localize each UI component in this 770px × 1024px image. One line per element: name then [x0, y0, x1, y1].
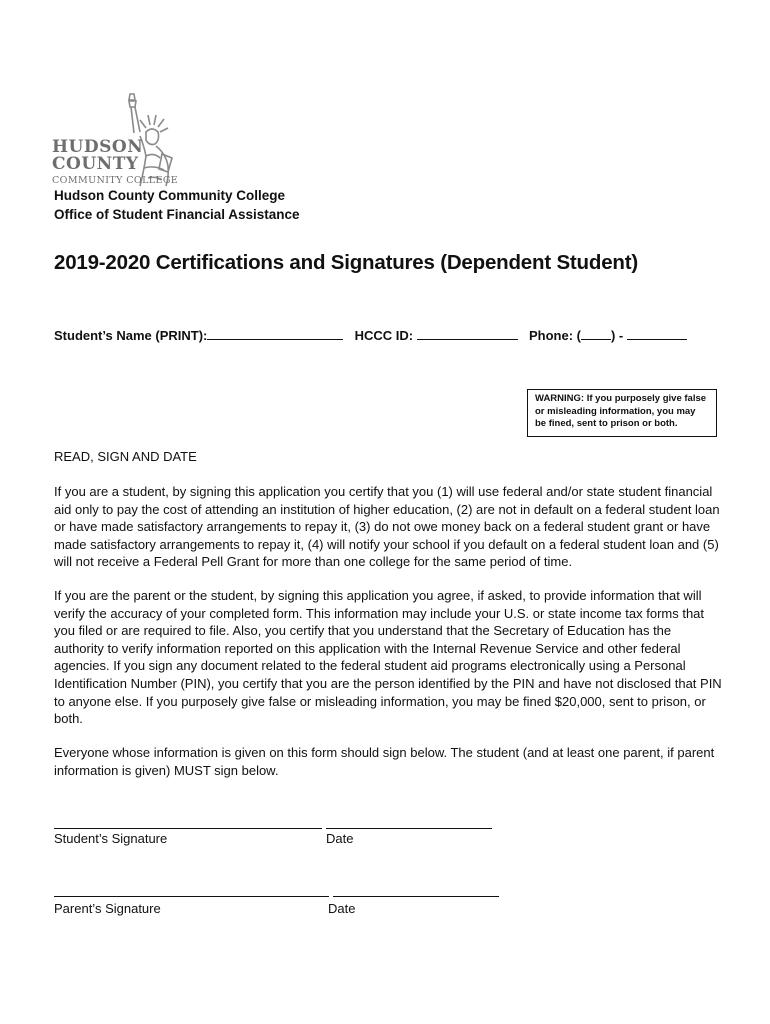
logo-text-hudson: HUDSON	[52, 137, 144, 157]
parent-date-line[interactable]	[333, 896, 499, 897]
warning-box: WARNING: If you purposely give false or misleading information, you may be fined, sent to prison or both.	[527, 389, 717, 437]
student-date-line[interactable]	[326, 828, 492, 829]
hccc-id-label: HCCC ID:	[354, 328, 414, 343]
phone-number-field[interactable]	[627, 327, 687, 340]
student-certification-paragraph: If you are a student, by signing this application you certify that you (1) will use federal and/or state student financial aid only to pay the cost of attending an institution of higher education, (2) are not in default on a federal student loan or have made satisfactory arrangements to repay it, (3) do not owe money back on a federal student grant or have made satisfactory arrangements to repay it, (4) will notify your school if you default on a federal student loan and (5) will not receive a Federal Pell Grant for more than one college for the same period of time.	[54, 484, 720, 570]
college-name: Hudson County Community College	[54, 188, 285, 203]
student-date-label: Date	[326, 831, 354, 846]
student-signature-label: Student’s Signature	[54, 831, 168, 846]
logo-text-county: COUNTY	[52, 154, 139, 174]
signature-requirement-paragraph: Everyone whose information is given on this form should sign below. The student (and at least one parent, if parent information is given) MUST sign below.	[54, 745, 715, 778]
phone-separator: ) -	[610, 328, 624, 343]
instructions-heading: READ, SIGN AND DATE	[54, 449, 197, 464]
phone-area-code-field[interactable]	[581, 327, 611, 340]
page-title: 2019-2020 Certifications and Signatures (Dependent Student)	[54, 251, 638, 274]
office-name: Office of Student Financial Assistance	[54, 207, 300, 222]
parent-signature-line[interactable]	[54, 896, 329, 897]
parent-date-label: Date	[328, 901, 356, 916]
student-signature-line[interactable]	[54, 828, 322, 829]
parent-student-agreement-paragraph: If you are the parent or the student, by signing this application you agree, if asked, to provide information that will verify the accuracy of your completed form. This information may include your U.S. or state income tax forms that you filed or are required to file. Also, you certify that you understand that the Secretary of Education has the authority to verify information reported on this application with the Internal Revenue Service and other federal agencies. If you sign any document related to the federal student aid programs electronically using a Personal Identification Number (PIN), you certify that you are the person identified by the PIN and have not disclosed that PIN to anyone else. If you purposely give false or misleading information, you may be fined $20,000, sent to prison, or both.	[54, 588, 722, 727]
college-logo	[52, 92, 182, 188]
logo-text-community-college: COMMUNITY COLLEGE	[52, 175, 179, 186]
student-name-label: Student’s Name (PRINT):	[54, 328, 208, 343]
student-name-field[interactable]	[207, 327, 343, 340]
phone-label: Phone: (	[528, 328, 581, 343]
student-info-fields	[54, 327, 687, 343]
hccc-id-field[interactable]	[417, 327, 518, 340]
parent-signature-label: Parent’s Signature	[54, 901, 161, 916]
